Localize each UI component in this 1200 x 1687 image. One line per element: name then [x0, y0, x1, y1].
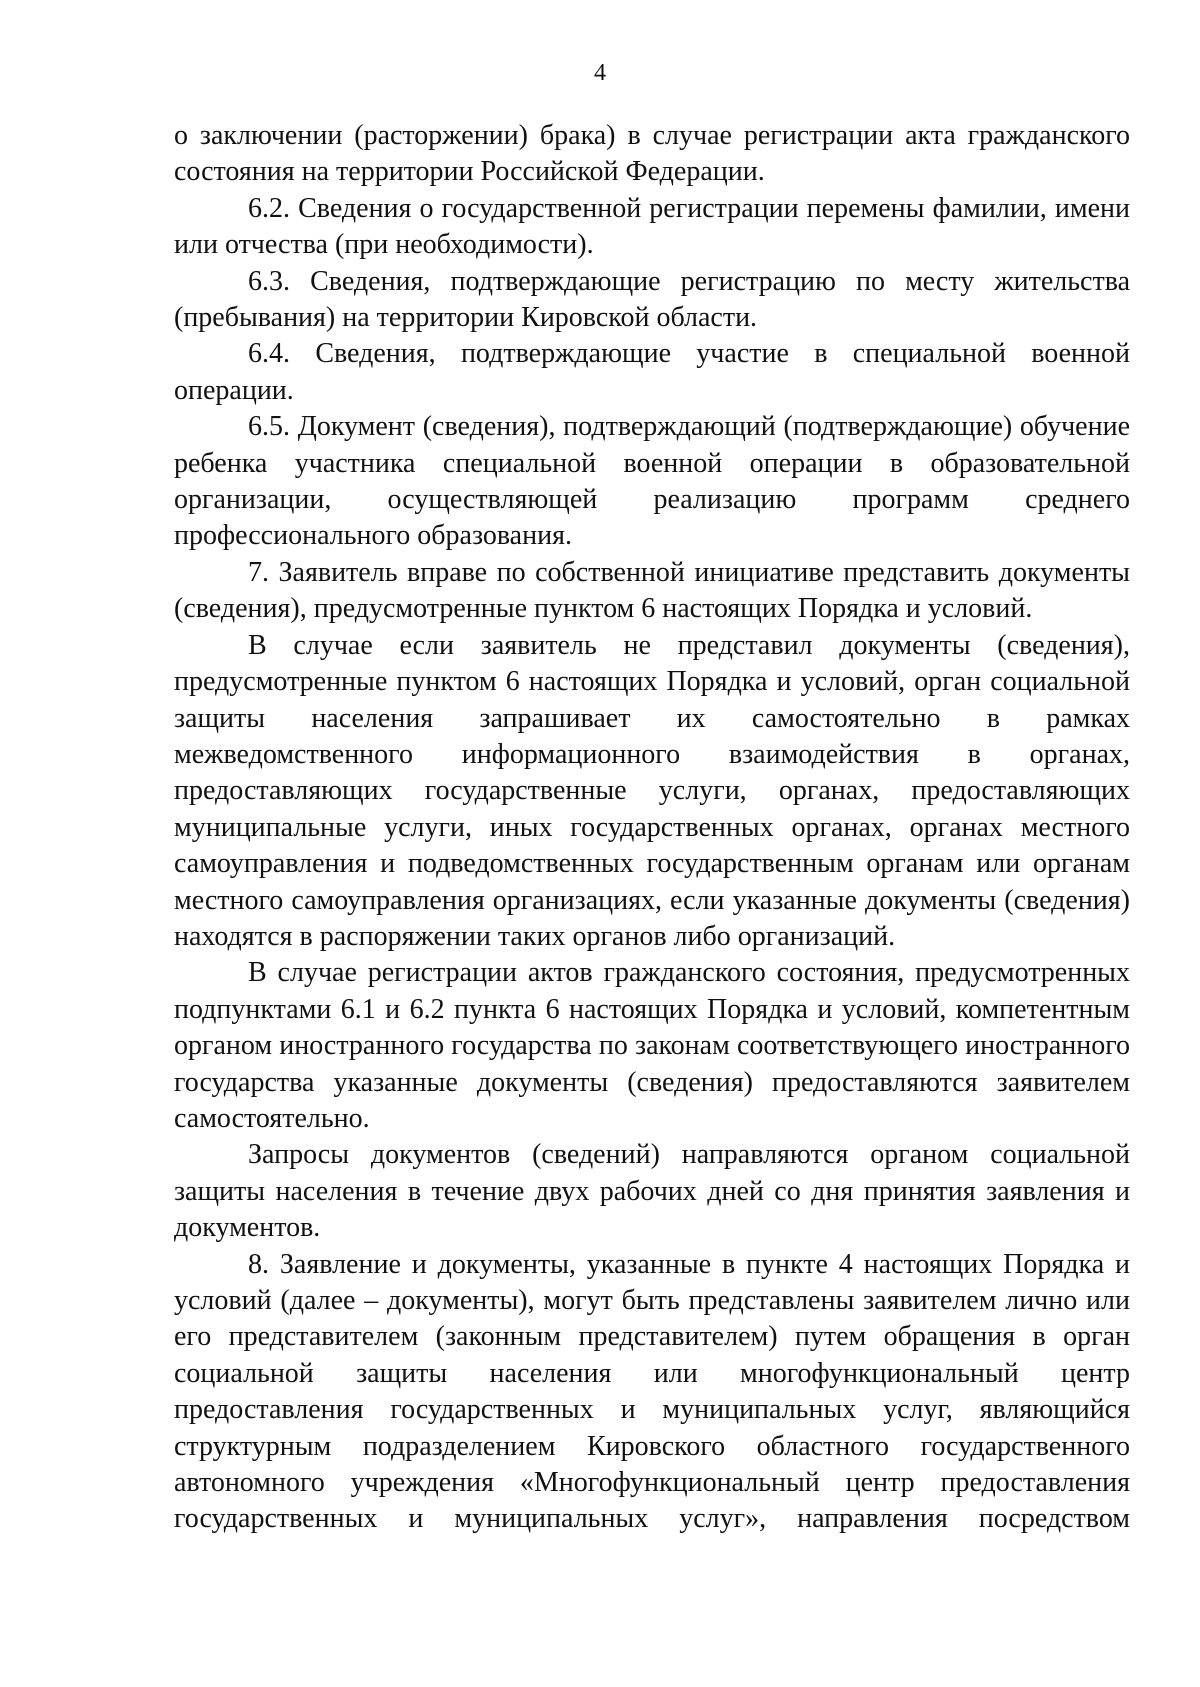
- paragraph-8: 8. Заявление и документы, указанные в пункте 4 настоящих Порядка и условий (далее – документы), могут быть представлены заявителем лично или его представителем (законным представителем) путем обращения в орган социальной защиты населения или многофункциональный центр предоставления государственных и муниципальных услуг, являющийся структурным подразделением Кировского областного государственного автономного учреждения «Многофункциональный центр предоставления государственных и муниципальных услуг», направления посредством: [174, 1248, 1130, 1535]
- paragraph-foreign-registration: В случае регистрации актов гражданского состояния, предусмотренных подпунктами 6.1 и 6.2 пункта 6 настоящих Порядка и условий, компетентным органом иностранного государства по законам соответствующего иностранного государства указанные документы (сведения) предоставляются заявителем самостоятельно.: [174, 957, 1130, 1134]
- paragraph-6-2: 6.2. Сведения о государственной регистрации перемены фамилии, имени или отчества (при необходимости).: [174, 192, 1130, 261]
- paragraph-request-deadline: Запросы документов (сведений) направляются органом социальной защиты населения в течение двух рабочих дней со дня принятия заявления и документов.: [174, 1139, 1130, 1244]
- paragraph-6-5: 6.5. Документ (сведения), подтверждающий (подтверждающие) обучение ребенка участника специальной военной операции в образовательной организации, осуществляющей реализацию программ среднего профессионального образования.: [174, 411, 1130, 552]
- paragraph-6-4: 6.4. Сведения, подтверждающие участие в специальной военной операции.: [174, 338, 1130, 406]
- paragraph-marriage-continuation: о заключении (расторжении) брака) в случае регистрации акта гражданского состояния на территории Российской Федерации.: [174, 120, 1130, 188]
- paragraph-6-3: 6.3. Сведения, подтверждающие регистрацию по месту жительства (пребывания) на территории Кировской области.: [174, 265, 1130, 334]
- page-number: 4: [594, 60, 606, 86]
- paragraph-interagency-request: В случае если заявитель не представил документы (сведения), предусмотренные пунктом 6 настоящих Порядка и условий, орган социальной защиты населения запрашивает их самостоятельно в рамках межведомственного информационного взаимодействия в органах, предоставляющих государственные услуги, органах, предоставляющих муниципальные услуги, иных государственных органах, органах местного самоуправления и подведомственных государственным органам или органам местного самоуправления организациях, если указанные документы (сведения) находятся в распоряжении таких органов либо организаций.: [174, 629, 1130, 952]
- paragraph-7: 7. Заявитель вправе по собственной инициативе представить документы (сведения), предусмотренные пунктом 6 настоящих Порядка и условий.: [174, 556, 1130, 625]
- document-body: [174, 118, 1130, 1538]
